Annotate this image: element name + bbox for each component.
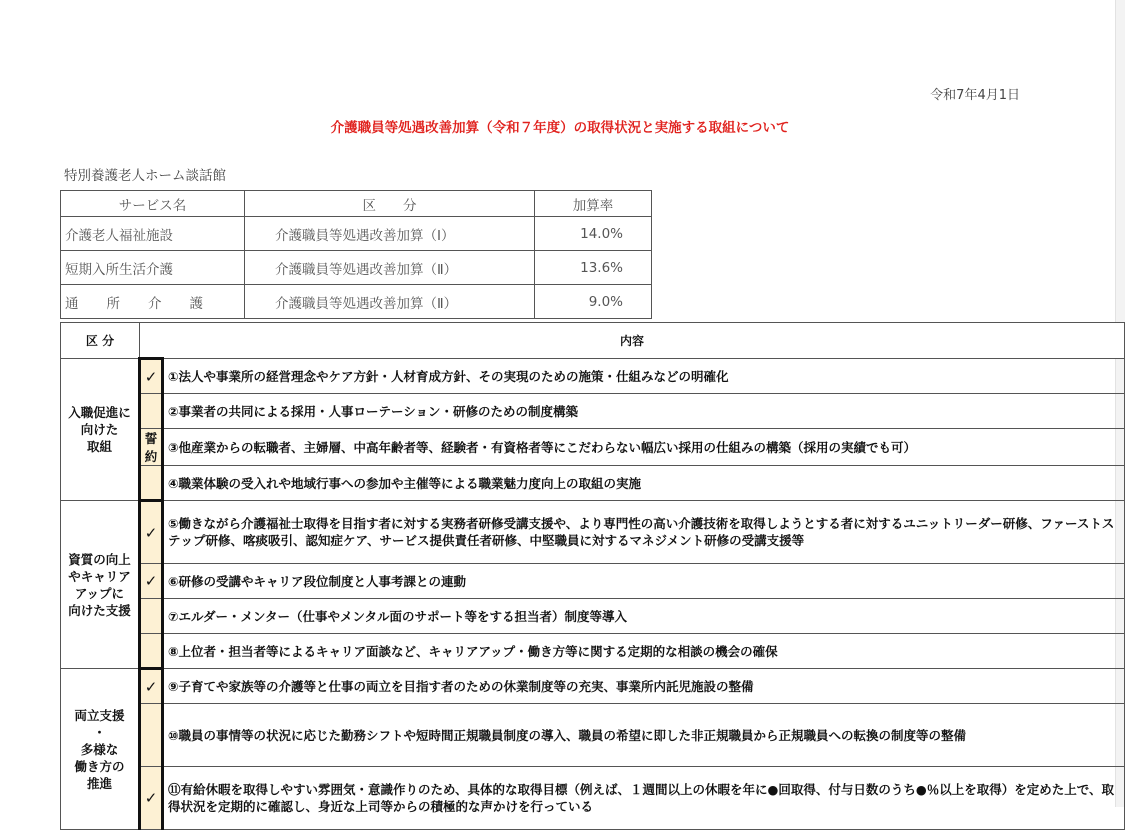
item-text: ⑪有給休暇を取得しやすい雰囲気・意識作りのため、具体的な取得目標（例えば、１週間以上の休暇を年に●回取得、付与日数のうち●％以上を取得）を定めた上で、取得状況を定期的に確認し、身近な上司等からの積極的な声かけを行っている bbox=[162, 767, 1124, 830]
item-text: ②事業者の共同による採用・人事ローテーション・研修のための制度構築 bbox=[162, 394, 1124, 429]
table-row bbox=[61, 767, 1125, 830]
check-mark bbox=[140, 634, 163, 669]
header-kubun: 区 分 bbox=[245, 191, 535, 217]
item-text: ①法人や事業所の経営理念やケア方針・人材育成方針、その実現のための施策・仕組みなどの明確化 bbox=[162, 359, 1124, 394]
table-row bbox=[61, 501, 1125, 564]
check-mark: ✓ bbox=[140, 564, 163, 599]
group-label-career: 資質の向上 やキャリア アップに 向けた支援 bbox=[61, 501, 140, 669]
check-mark: ✓ bbox=[140, 669, 163, 704]
header-service: サービス名 bbox=[61, 191, 245, 217]
rate-row-service: 介護老人福祉施設 bbox=[61, 217, 245, 251]
rate-row-rate: 14.0% bbox=[535, 217, 652, 251]
group-label-recruitment: 入職促進に 向けた 取組 bbox=[61, 359, 140, 501]
table-row bbox=[61, 634, 1125, 669]
item-text: ⑤働きながら介護福祉士取得を目指す者に対する実務者研修受講支援や、より専門性の高い介護技術を取得しようとする者に対するユニットリーダー研修、ファーストステップ研修、喀痰吸引、認知症ケア、サービス提供責任者研修、中堅職員に対するマネジメント研修の受講支援等 bbox=[162, 501, 1124, 564]
initiatives-table bbox=[60, 322, 1125, 830]
pledge-mark: 誓約 bbox=[140, 429, 163, 466]
table-row bbox=[61, 704, 1125, 767]
check-mark bbox=[140, 599, 163, 634]
rate-row-kubun: 介護職員等処遇改善加算（Ⅰ） bbox=[245, 217, 535, 251]
item-text: ③他産業からの転職者、主婦層、中高年齢者等、経験者・有資格者等にこだわらない幅広い採用の仕組みの構築（採用の実績でも可） bbox=[162, 429, 1124, 466]
document-date: 令和7年4月1日 bbox=[930, 88, 1020, 103]
table-row bbox=[61, 564, 1125, 599]
group-label-work-balance: 両立支援 ・ 多様な 働き方の 推進 bbox=[61, 669, 140, 830]
rate-row-kubun: 介護職員等処遇改善加算（Ⅱ） bbox=[245, 251, 535, 285]
table-row bbox=[61, 669, 1125, 704]
rate-table-header bbox=[61, 191, 652, 217]
check-mark: ✓ bbox=[140, 359, 163, 394]
rate-row bbox=[61, 285, 652, 319]
rate-table bbox=[60, 190, 652, 319]
table-row bbox=[61, 466, 1125, 501]
item-text: ④職業体験の受入れや地域行事への参加や主催等による職業魅力度向上の取組の実施 bbox=[162, 466, 1124, 501]
rate-row bbox=[61, 251, 652, 285]
check-mark bbox=[140, 704, 163, 767]
rate-row-rate: 13.6% bbox=[535, 251, 652, 285]
document-title: 介護職員等処遇改善加算（令和７年度）の取得状況と実施する取組について bbox=[330, 120, 790, 136]
table-row bbox=[61, 359, 1125, 394]
rate-row-service: 短期入所生活介護 bbox=[61, 251, 245, 285]
item-text: ⑥研修の受講やキャリア段位制度と人事考課との連動 bbox=[162, 564, 1124, 599]
table-row bbox=[61, 394, 1125, 429]
item-text: ⑨子育てや家族等の介護等と仕事の両立を目指す者のための休業制度等の充実、事業所内託児施設の整備 bbox=[162, 669, 1124, 704]
header-kubun: 区 分 bbox=[61, 323, 140, 359]
table-row bbox=[61, 599, 1125, 634]
header-content: 内容 bbox=[140, 323, 1125, 359]
check-mark: ✓ bbox=[140, 767, 163, 830]
item-text: ⑦エルダー・メンター（仕事やメンタル面のサポート等をする担当者）制度等導入 bbox=[162, 599, 1124, 634]
item-text: ⑩職員の事情等の状況に応じた勤務シフトや短時間正規職員制度の導入、職員の希望に即した非正規職員から正規職員への転換の制度等の整備 bbox=[162, 704, 1124, 767]
table-row bbox=[61, 429, 1125, 466]
check-mark: ✓ bbox=[140, 501, 163, 564]
initiatives-header bbox=[61, 323, 1125, 359]
facility-name: 特別養護老人ホーム談話館 bbox=[64, 168, 226, 184]
header-rate: 加算率 bbox=[535, 191, 652, 217]
item-text: ⑧上位者・担当者等によるキャリア面談など、キャリアアップ・働き方等に関する定期的な相談の機会の確保 bbox=[162, 634, 1124, 669]
check-mark bbox=[140, 394, 163, 429]
rate-row-service: 通所介護 bbox=[61, 285, 245, 319]
rate-row-rate: 9.0% bbox=[535, 285, 652, 319]
rate-row-kubun: 介護職員等処遇改善加算（Ⅱ） bbox=[245, 285, 535, 319]
rate-row bbox=[61, 217, 652, 251]
check-mark bbox=[140, 466, 163, 501]
